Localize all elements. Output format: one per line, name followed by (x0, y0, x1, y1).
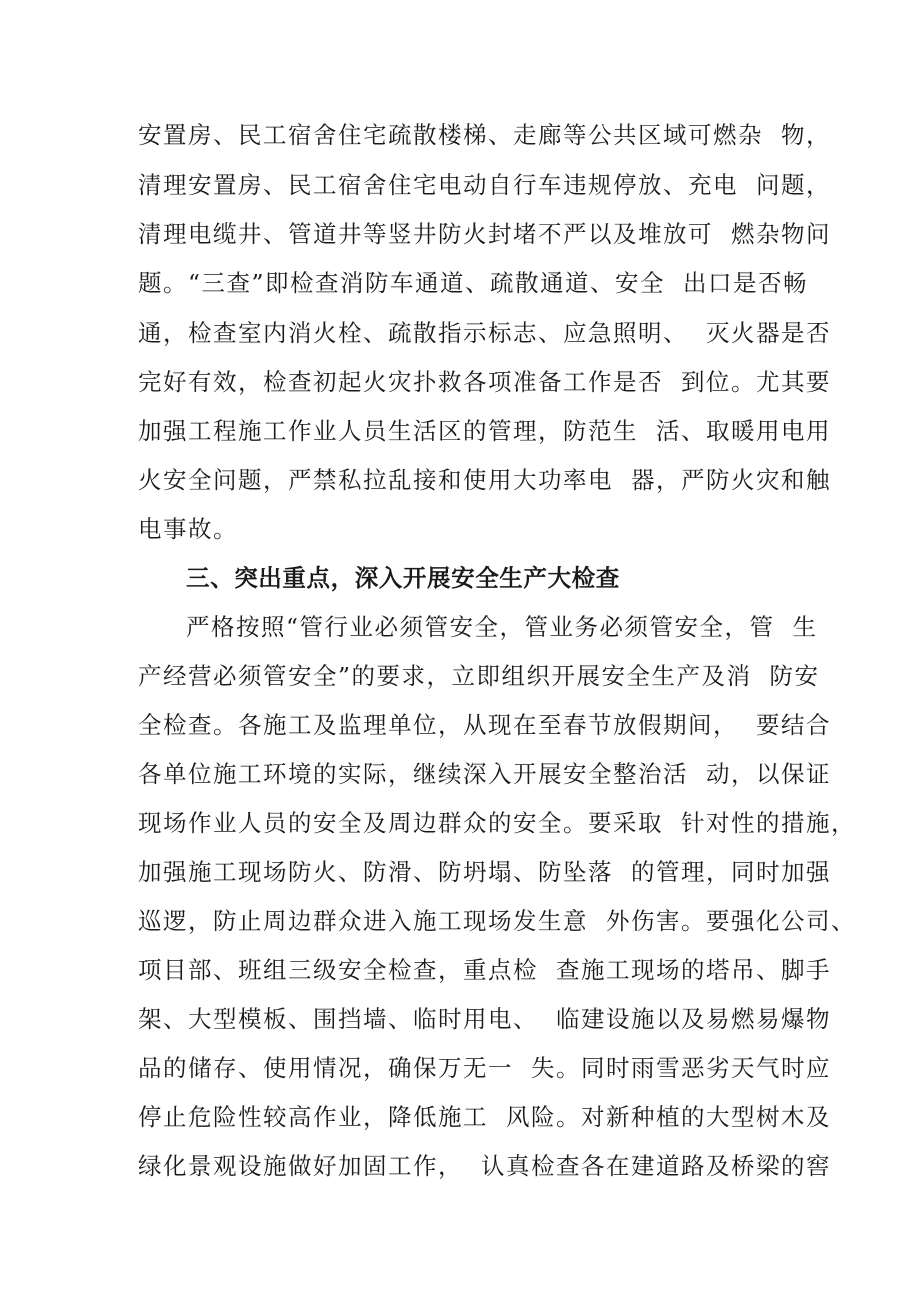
paragraph-2-line-10: 品的储存、使用情况，确保万无一 失。同时雨雪恶劣天气时应 (138, 1054, 831, 1082)
paragraph-2-line-3: 全检查。各施工及监理单位，从现在至春节放假期间， 要结合 (138, 711, 831, 739)
paragraph-2-line-11: 停止危险性较高作业，降低施工 风险。对新种植的大型树木及 (138, 1103, 831, 1131)
paragraph-1-line-8: 火安全问题，严禁私拉乱接和使用大功率电 器，严防火灾和触 (138, 466, 831, 494)
paragraph-1-line-6: 完好有效，检查初起火灾扑救各项准备工作是否 到位。尤其要 (138, 368, 831, 396)
paragraph-2-line-2: 产经营必须管安全”的要求，立即组织开展安全生产及消 防安 (138, 662, 820, 690)
paragraph-2-line-7: 巡逻，防止周边群众进入施工现场发生意 外伤害。要强化公司、 (138, 907, 856, 935)
paragraph-1-line-3: 清理电缆井、管道井等竖井防火封堵不严以及堆放可 燃杂物问 (138, 220, 831, 248)
paragraph-1-line-7: 加强工程施工作业人员生活区的管理，防范生 活、取暖用电用 (138, 417, 831, 445)
paragraph-1-line-9: 电事故。 (138, 515, 238, 543)
paragraph-2-line-6: 加强施工现场防火、防滑、防坍塌、防坠落 的管理，同时加强 (138, 858, 831, 886)
paragraph-1-line-5: 通，检查室内消火栓、疏散指示标志、应急照明、 灭火器是否 (138, 319, 831, 347)
paragraph-2-line-8: 项目部、班组三级安全检查，重点检 查施工现场的塔吊、脚手 (138, 956, 831, 984)
paragraph-2-line-12: 绿化景观设施做好加固工作， 认真检查各在建道路及桥梁的窖 (138, 1152, 831, 1180)
section-heading: 三、突出重点，深入开展安全生产大检查 (186, 564, 620, 592)
paragraph-2-line-5: 现场作业人员的安全及周边群众的安全。要采取 针对性的措施， (138, 809, 856, 837)
paragraph-1-line-1: 安置房、民工宿舍住宅疏散楼梯、走廊等公共区域可燃杂 物， (138, 121, 831, 149)
paragraph-1-line-4: 题。“三查”即检查消防车通道、疏散通道、安全 出口是否畅 (138, 269, 808, 297)
paragraph-1-line-2: 清理安置房、民工宿舍住宅电动自行车违规停放、充电 问题， (138, 171, 831, 199)
paragraph-2-line-9: 架、大型模板、围挡墙、临时用电、 临建设施以及易燃易爆物 (138, 1005, 831, 1033)
paragraph-2-line-4: 各单位施工环境的实际，继续深入开展安全整治活 动，以保证 (138, 760, 831, 788)
paragraph-2-line-1: 严格按照“管行业必须管安全，管业务必须管安全，管 生 (186, 613, 818, 641)
